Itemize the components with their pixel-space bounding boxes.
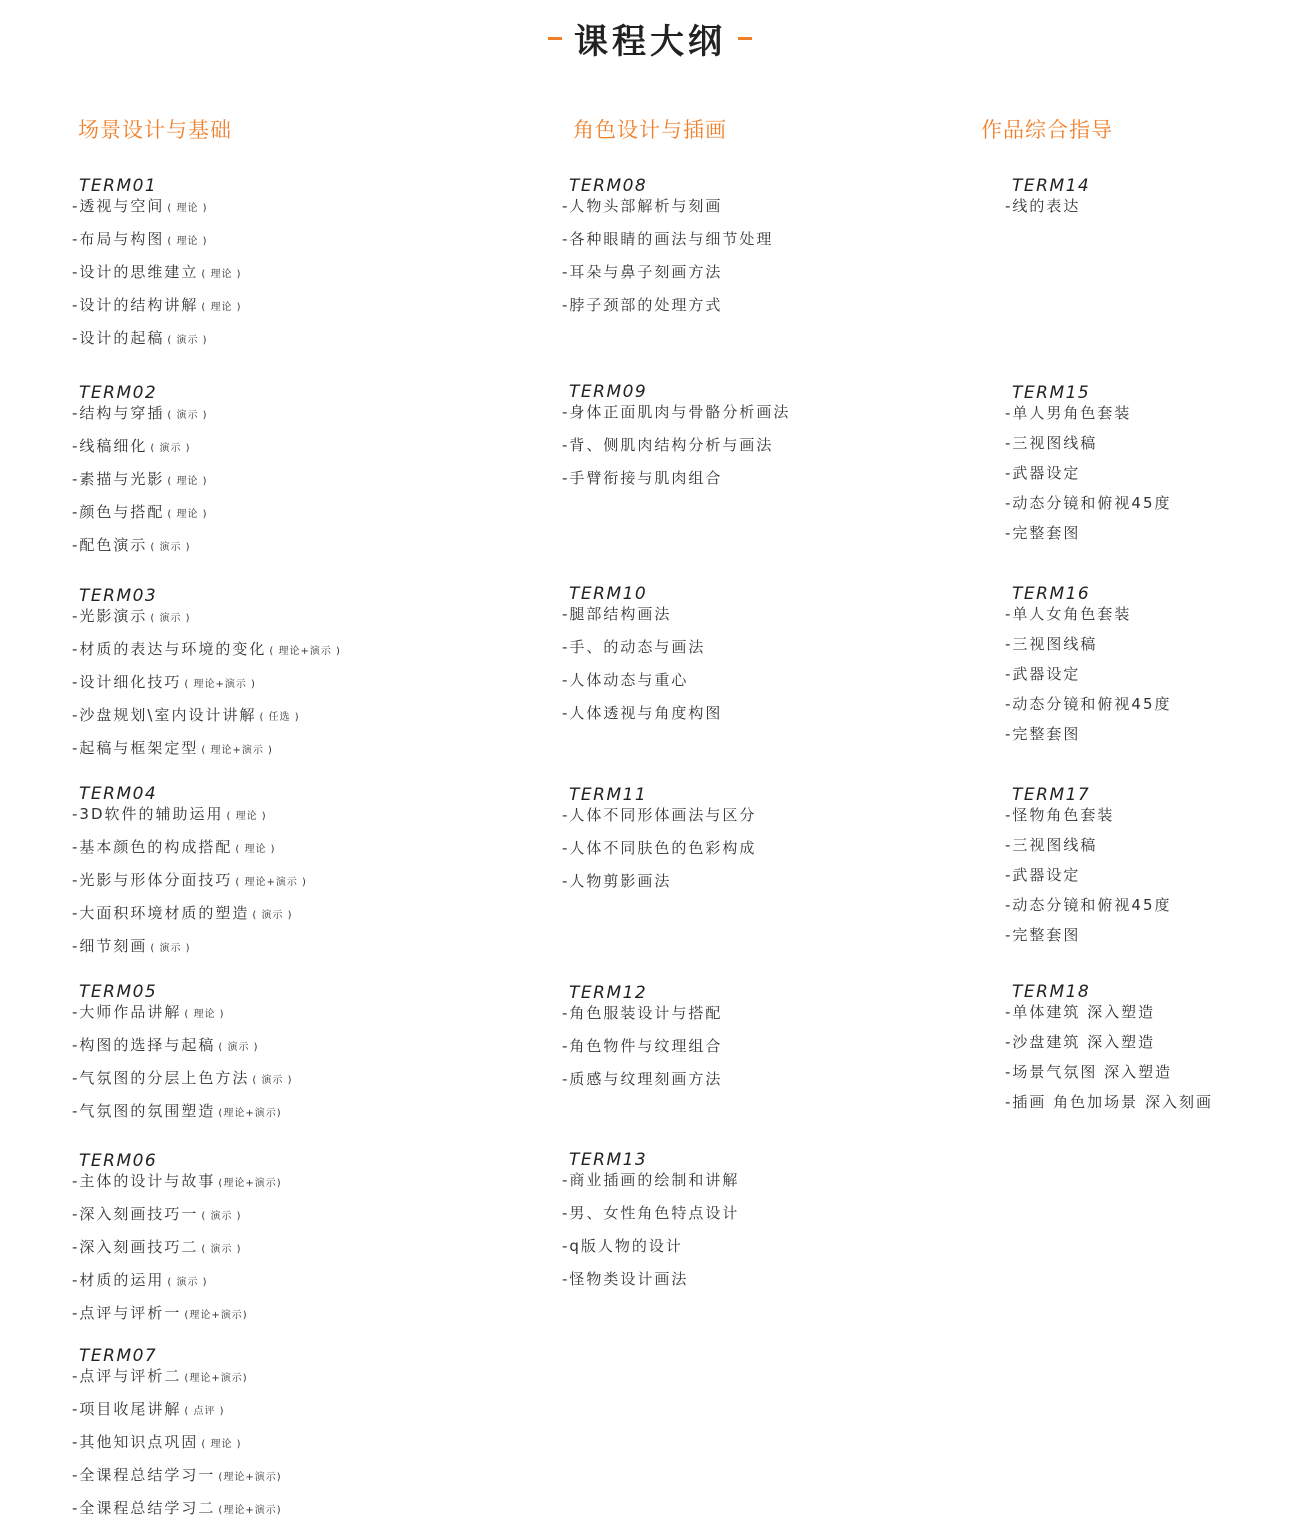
lesson-type-note: ( 演示 ) [252, 910, 293, 921]
lesson-item [72, 1498, 282, 1531]
term-label: TERM03 [79, 586, 158, 606]
lesson-item [562, 1269, 739, 1302]
lesson-type-note: ( 理论 ) [167, 476, 208, 487]
lesson-title: -武器设定 [1005, 866, 1081, 884]
lesson-item [72, 196, 242, 229]
lesson-title: -完整套图 [1005, 524, 1081, 542]
lesson-title: -点评与评析二 [72, 1367, 182, 1385]
lesson-type-note: (理论+演示) [218, 1108, 282, 1119]
lesson-title: -人体动态与重心 [562, 671, 689, 689]
column-title: 场景设计与基础 [78, 118, 232, 142]
lesson-item [562, 637, 722, 670]
lesson-title: -结构与穿插 [72, 404, 165, 422]
lesson-type-note: ( 演示 ) [201, 1211, 242, 1222]
lesson-title: -大师作品讲解 [72, 1003, 182, 1021]
title-dash-left [548, 37, 562, 40]
lesson-title: -设计的起稿 [72, 329, 165, 347]
lesson-item [72, 837, 307, 870]
lesson-title: -设计细化技巧 [72, 673, 182, 691]
lesson-title: -插画 角色加场景 深入刻画 [1005, 1093, 1213, 1111]
lesson-type-note: ( 理论 ) [226, 811, 267, 822]
term-block [72, 982, 293, 1134]
lesson-type-note: ( 演示 ) [150, 443, 191, 454]
lesson-title: -人物剪影画法 [562, 872, 672, 890]
lesson-type-note: ( 理论+演示 ) [201, 745, 273, 756]
lesson-item [1005, 463, 1172, 493]
lesson-item [562, 871, 756, 904]
lesson-type-note: ( 任选 ) [259, 712, 300, 723]
lesson-title: -动态分镜和俯视45度 [1005, 695, 1172, 713]
column-title: 作品综合指导 [981, 118, 1113, 142]
lesson-item [562, 402, 790, 435]
term-label: TERM06 [79, 1151, 158, 1171]
lesson-item [562, 468, 790, 501]
lesson-title: -光影与形体分面技巧 [72, 871, 233, 889]
lesson-title: -光影演示 [72, 607, 148, 625]
lesson-type-note: ( 演示 ) [150, 943, 191, 954]
lesson-title: -素描与光影 [72, 470, 165, 488]
lesson-title: -动态分镜和俯视45度 [1005, 494, 1172, 512]
lesson-title: -项目收尾讲解 [72, 1400, 182, 1418]
lesson-item [562, 1069, 722, 1102]
lesson-item [1005, 1002, 1213, 1032]
lesson-item [562, 1203, 739, 1236]
lesson-title: -大面积环境材质的塑造 [72, 904, 250, 922]
lesson-type-note: ( 理论 ) [167, 236, 208, 247]
lesson-title: -材质的运用 [72, 1271, 165, 1289]
lesson-type-note: ( 理论 ) [167, 509, 208, 520]
lesson-title: -角色服装设计与搭配 [562, 1004, 723, 1022]
lesson-title: -三视图线稿 [1005, 635, 1098, 653]
lesson-title: -其他知识点巩固 [72, 1433, 199, 1451]
term-block [72, 176, 242, 361]
lesson-item [1005, 604, 1172, 634]
term-label: TERM02 [79, 383, 158, 403]
lesson-title: -各种眼睛的画法与细节处理 [562, 230, 774, 248]
lesson-item [1005, 196, 1090, 226]
lesson-title: -动态分镜和俯视45度 [1005, 896, 1172, 914]
lesson-item [72, 870, 307, 903]
lesson-item [72, 1366, 282, 1399]
lesson-type-note: ( 理论 ) [201, 1439, 242, 1450]
lesson-item [72, 606, 341, 639]
lesson-item [72, 1002, 293, 1035]
lesson-type-note: ( 演示 ) [150, 542, 191, 553]
lesson-item [72, 403, 208, 436]
lesson-title: -完整套图 [1005, 725, 1081, 743]
lesson-item [1005, 805, 1172, 835]
lesson-title: -q版人物的设计 [562, 1237, 683, 1255]
lesson-title: -三视图线稿 [1005, 434, 1098, 452]
lesson-title: -怪物类设计画法 [562, 1270, 689, 1288]
lesson-item [1005, 835, 1172, 865]
lesson-title: -布局与构图 [72, 230, 165, 248]
lesson-item [562, 838, 756, 871]
lesson-title: -武器设定 [1005, 464, 1081, 482]
lesson-type-note: ( 理论 ) [201, 302, 242, 313]
lesson-title: -手臂衔接与肌肉组合 [562, 469, 723, 487]
lesson-item [1005, 523, 1172, 553]
term-block [72, 383, 208, 568]
lesson-type-note: ( 演示 ) [150, 613, 191, 624]
lesson-item [1005, 433, 1172, 463]
lesson-title: -基本颜色的构成搭配 [72, 838, 233, 856]
column-title: 角色设计与插画 [573, 118, 727, 142]
lesson-item [1005, 865, 1172, 895]
lesson-item [72, 903, 307, 936]
lesson-item [72, 804, 307, 837]
lesson-item [72, 1432, 282, 1465]
term-block [1005, 176, 1090, 226]
term-block [562, 1150, 739, 1302]
lesson-title: -男、女性角色特点设计 [562, 1204, 740, 1222]
lesson-item [1005, 634, 1172, 664]
lesson-title: -材质的表达与环境的变化 [72, 640, 267, 658]
lesson-type-note: ( 演示 ) [218, 1042, 259, 1053]
lesson-item [72, 229, 242, 262]
lesson-type-note: ( 演示 ) [252, 1075, 293, 1086]
lesson-item [72, 295, 242, 328]
term-block [1005, 584, 1172, 754]
lesson-item [562, 670, 722, 703]
lesson-item [1005, 664, 1172, 694]
term-label: TERM09 [569, 382, 648, 402]
lesson-title: -单人男角色套装 [1005, 404, 1132, 422]
lesson-type-note: ( 理论 ) [201, 269, 242, 280]
lesson-title: -腿部结构画法 [562, 605, 672, 623]
lesson-title: -线的表达 [1005, 197, 1081, 215]
term-block [72, 784, 307, 969]
term-block [562, 382, 790, 501]
lesson-type-note: ( 理论+演示 ) [184, 679, 256, 690]
lesson-item [1005, 1092, 1213, 1122]
lesson-type-note: ( 演示 ) [167, 335, 208, 346]
term-block [562, 983, 722, 1102]
term-label: TERM07 [79, 1346, 158, 1366]
lesson-title: -人物头部解析与刻画 [562, 197, 723, 215]
lesson-title: -深入刻画技巧一 [72, 1205, 199, 1223]
term-label: TERM16 [1012, 584, 1091, 604]
lesson-type-note: ( 演示 ) [167, 1277, 208, 1288]
lesson-item [72, 1237, 282, 1270]
lesson-item [72, 436, 208, 469]
lesson-title: -全课程总结学习一 [72, 1466, 216, 1484]
lesson-item [562, 703, 722, 736]
term-label: TERM13 [569, 1150, 648, 1170]
lesson-title: -配色演示 [72, 536, 148, 554]
lesson-title: -武器设定 [1005, 665, 1081, 683]
lesson-item [1005, 493, 1172, 523]
lesson-item [562, 604, 722, 637]
lesson-title: -点评与评析一 [72, 1304, 182, 1322]
lesson-title: -深入刻画技巧二 [72, 1238, 199, 1256]
lesson-item [72, 535, 208, 568]
lesson-title: -三视图线稿 [1005, 836, 1098, 854]
lesson-type-note: ( 理论 ) [235, 844, 276, 855]
lesson-title: -商业插画的绘制和讲解 [562, 1171, 740, 1189]
lesson-item [1005, 403, 1172, 433]
lesson-title: -手、的动态与画法 [562, 638, 706, 656]
lesson-type-note: ( 理论 ) [167, 203, 208, 214]
term-block [72, 1346, 282, 1531]
lesson-item [72, 1171, 282, 1204]
lesson-title: -单体建筑 深入塑造 [1005, 1003, 1156, 1021]
lesson-title: -设计的思维建立 [72, 263, 199, 281]
lesson-title: -人体不同肤色的色彩构成 [562, 839, 757, 857]
term-block [562, 785, 756, 904]
lesson-item [562, 262, 773, 295]
lesson-title: -主体的设计与故事 [72, 1172, 216, 1190]
lesson-type-note: ( 理论 ) [184, 1009, 225, 1020]
term-block [562, 176, 773, 328]
lesson-item [72, 639, 341, 672]
lesson-type-note: ( 演示 ) [201, 1244, 242, 1255]
term-label: TERM05 [79, 982, 158, 1002]
lesson-title: -沙盘建筑 深入塑造 [1005, 1033, 1156, 1051]
lesson-type-note: (理论+演示) [218, 1505, 282, 1516]
term-block [72, 586, 341, 771]
lesson-item [1005, 895, 1172, 925]
lesson-title: -身体正面肌肉与骨骼分析画法 [562, 403, 791, 421]
term-label: TERM12 [569, 983, 648, 1003]
term-label: TERM17 [1012, 785, 1091, 805]
term-block [1005, 982, 1213, 1122]
lesson-title: -单人女角色套装 [1005, 605, 1132, 623]
lesson-title: -质感与纹理刻画方法 [562, 1070, 723, 1088]
lesson-type-note: ( 点评 ) [184, 1406, 225, 1417]
lesson-title: -全课程总结学习二 [72, 1499, 216, 1517]
lesson-title: -气氛图的分层上色方法 [72, 1069, 250, 1087]
lesson-title: -细节刻画 [72, 937, 148, 955]
lesson-item [1005, 1032, 1213, 1062]
lesson-item [72, 502, 208, 535]
lesson-item [72, 936, 307, 969]
lesson-title: -脖子颈部的处理方式 [562, 296, 723, 314]
lesson-title: -背、侧肌肉结构分析与画法 [562, 436, 774, 454]
lesson-title: -人体不同形体画法与区分 [562, 806, 757, 824]
lesson-item [72, 705, 341, 738]
lesson-item [72, 1035, 293, 1068]
lesson-title: -场景气氛图 深入塑造 [1005, 1063, 1173, 1081]
term-label: TERM01 [79, 176, 158, 196]
lesson-type-note: (理论+演示) [218, 1178, 282, 1189]
lesson-title: -怪物角色套装 [1005, 806, 1115, 824]
term-label: TERM11 [569, 785, 648, 805]
lesson-item [72, 1270, 282, 1303]
lesson-title: -透视与空间 [72, 197, 165, 215]
lesson-item [562, 435, 790, 468]
lesson-title: -颜色与搭配 [72, 503, 165, 521]
term-label: TERM10 [569, 584, 648, 604]
lesson-type-note: ( 理论+演示 ) [269, 646, 341, 657]
lesson-item [562, 295, 773, 328]
lesson-item [72, 1399, 282, 1432]
lesson-title: -线稿细化 [72, 437, 148, 455]
lesson-title: -3D软件的辅助运用 [72, 805, 224, 823]
lesson-title: -构图的选择与起稿 [72, 1036, 216, 1054]
lesson-item [72, 1204, 282, 1237]
lesson-type-note: (理论+演示) [184, 1373, 248, 1384]
lesson-title: -沙盘规划\室内设计讲解 [72, 706, 257, 724]
term-label: TERM08 [569, 176, 648, 196]
lesson-item [562, 1170, 739, 1203]
lesson-item [72, 1068, 293, 1101]
lesson-item [72, 1101, 293, 1134]
term-block [562, 584, 722, 736]
title-dash-right [738, 37, 752, 40]
term-label: TERM04 [79, 784, 158, 804]
lesson-item [562, 1003, 722, 1036]
term-label: TERM15 [1012, 383, 1091, 403]
term-block [72, 1151, 282, 1336]
lesson-item [562, 1236, 739, 1269]
lesson-item [72, 672, 341, 705]
lesson-type-note: (理论+演示) [184, 1310, 248, 1321]
lesson-type-note: ( 演示 ) [167, 410, 208, 421]
lesson-title: -角色物件与纹理组合 [562, 1037, 723, 1055]
lesson-item [562, 196, 773, 229]
lesson-item [72, 469, 208, 502]
lesson-item [1005, 925, 1172, 955]
page-header [0, 14, 1300, 63]
page-title: 课程大纲 [574, 22, 726, 62]
lesson-type-note: (理论+演示) [218, 1472, 282, 1483]
lesson-item [72, 1303, 282, 1336]
lesson-title: -气氛图的氛围塑造 [72, 1102, 216, 1120]
lesson-item [1005, 724, 1172, 754]
term-block [1005, 383, 1172, 553]
lesson-item [1005, 1062, 1213, 1092]
lesson-item [1005, 694, 1172, 724]
lesson-title: -起稿与框架定型 [72, 739, 199, 757]
lesson-title: -人体透视与角度构图 [562, 704, 723, 722]
lesson-title: -设计的结构讲解 [72, 296, 199, 314]
lesson-item [72, 738, 341, 771]
lesson-item [562, 805, 756, 838]
lesson-item [562, 1036, 722, 1069]
lesson-title: -完整套图 [1005, 926, 1081, 944]
lesson-type-note: ( 理论+演示 ) [235, 877, 307, 888]
lesson-item [72, 1465, 282, 1498]
lesson-item [72, 328, 242, 361]
lesson-title: -耳朵与鼻子刻画方法 [562, 263, 723, 281]
term-label: TERM18 [1012, 982, 1091, 1002]
lesson-item [562, 229, 773, 262]
lesson-item [72, 262, 242, 295]
term-block [1005, 785, 1172, 955]
term-label: TERM14 [1012, 176, 1091, 196]
